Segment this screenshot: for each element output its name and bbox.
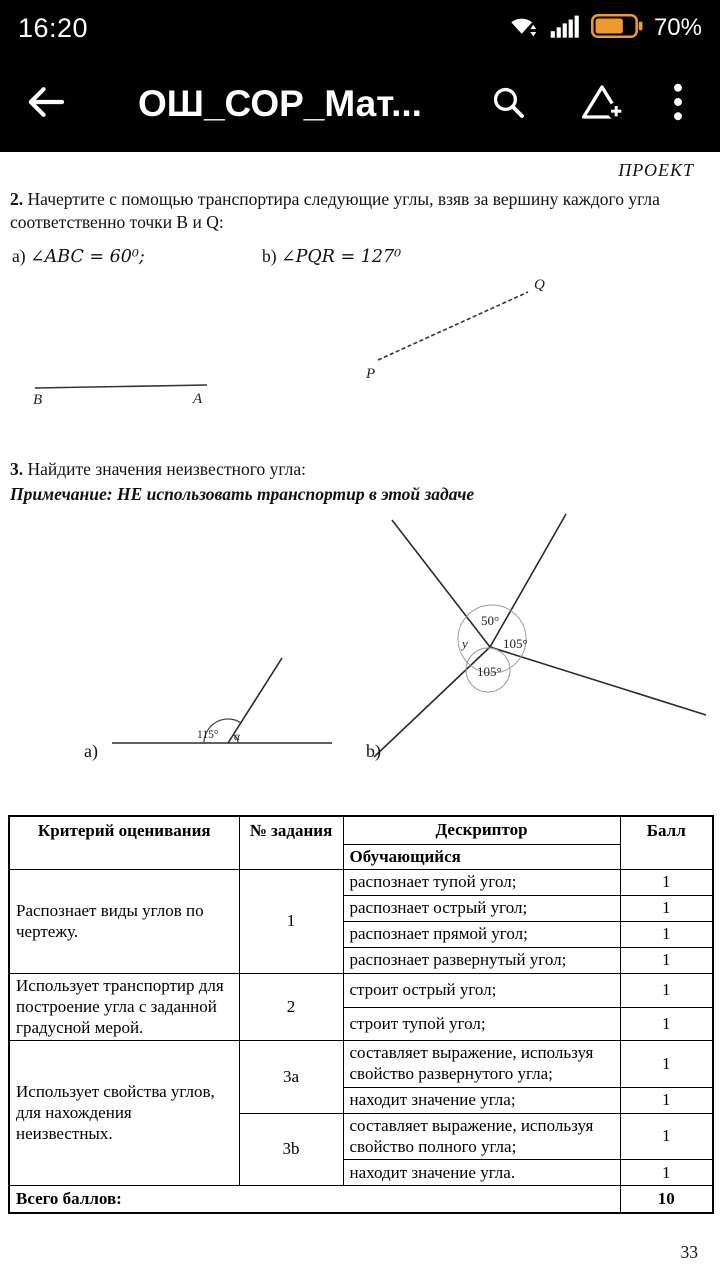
score-cell: 1	[620, 974, 713, 1008]
task3-note: Примечание: НЕ использовать транспортир в этой задаче	[10, 484, 475, 504]
figure-a-angle	[112, 658, 332, 743]
task2-item-a	[12, 246, 145, 267]
task2-figure	[0, 267, 720, 417]
descriptor-cell: распознает развернутый угол;	[343, 948, 620, 974]
search-icon	[490, 84, 526, 125]
point-p-label: P	[366, 366, 376, 382]
task-no-cell: 1	[239, 870, 343, 974]
task2-statement: Начертите с помощью транспортира следующие углы, взяв за вершину каждого угла соответственно точки B и Q:	[10, 189, 660, 233]
criteria-cell: Использует транспортир для построение угла с заданной градусной мерой.	[9, 974, 239, 1041]
task2-item-b	[262, 246, 401, 267]
score-cell: 1	[620, 1007, 713, 1041]
header-score: Балл	[620, 816, 713, 870]
angle-alpha-label: α	[234, 731, 241, 743]
header-criteria: Критерий оценивания	[9, 816, 239, 870]
task-no-cell: 3a	[239, 1041, 343, 1113]
score-cell: 1	[620, 948, 713, 974]
point-q-label: Q	[534, 277, 545, 293]
figure-b-letter: b)	[366, 741, 381, 761]
angle-top-label: 50°	[481, 613, 500, 628]
back-button[interactable]	[26, 56, 90, 152]
ray-pq	[378, 292, 528, 360]
angle-right-label: 105°	[503, 636, 528, 651]
app-bar	[0, 56, 720, 152]
app-bar-actions	[462, 56, 706, 152]
score-cell: 1	[620, 1113, 713, 1159]
figure-a-letter: a)	[84, 741, 98, 761]
battery-percent: 70%	[653, 14, 702, 41]
descriptor-cell: распознает прямой угол;	[343, 922, 620, 948]
battery-icon	[591, 13, 643, 44]
score-cell: 1	[620, 1087, 713, 1113]
score-cell: 1	[620, 1041, 713, 1087]
status-bar	[0, 0, 720, 56]
header-task-no: № задания	[239, 816, 343, 870]
score-cell: 1	[620, 870, 713, 896]
point-a-label: A	[193, 391, 203, 407]
total-score: 10	[620, 1186, 713, 1213]
descriptor-cell: распознает острый угол;	[343, 896, 620, 922]
task3-figure	[0, 507, 720, 807]
segment-ba	[35, 385, 207, 388]
search-button[interactable]	[462, 56, 554, 152]
task-no-cell: 2	[239, 974, 343, 1041]
item-a-label: a)	[12, 246, 26, 266]
task-no-cell: 3b	[239, 1113, 343, 1185]
rubric-table	[8, 815, 714, 1214]
item-b-label: b)	[262, 246, 277, 266]
document-page[interactable]	[0, 152, 720, 1280]
drive-add-icon	[580, 82, 624, 127]
angle-bottom-label: 105°	[477, 664, 502, 679]
descriptor-cell: строит острый угол;	[343, 974, 620, 1008]
task2-text	[10, 188, 712, 234]
task3-text	[10, 458, 712, 481]
criteria-cell: Использует свойства углов, для нахождения неизвестных.	[9, 1041, 239, 1186]
angle-y-label: y	[462, 636, 468, 651]
document-title: ОШ_СОР_Мат...	[138, 83, 422, 124]
task3-statement: Найдите значения неизвестного угла:	[27, 459, 306, 479]
header-student: Обучающийся	[343, 844, 620, 870]
item-b-formula: ∠PQR = 127⁰	[280, 247, 402, 267]
status-icons	[507, 13, 702, 44]
point-b-label: B	[33, 392, 43, 408]
watermark-text: ПРОЕКТ	[618, 160, 694, 180]
descriptor-cell: составляет выражение, используя свойство полного угла;	[343, 1113, 620, 1159]
header-descriptor: Дескриптор	[343, 816, 620, 844]
page-number: 33	[680, 1242, 698, 1262]
descriptor-cell: распознает тупой угол;	[343, 870, 620, 896]
criteria-cell: Распознает виды углов по чертежу.	[9, 870, 239, 974]
total-label: Всего баллов:	[9, 1186, 620, 1213]
score-cell: 1	[620, 1160, 713, 1186]
overflow-menu-button[interactable]	[650, 56, 706, 152]
back-arrow-icon	[26, 86, 66, 123]
descriptor-cell: строит тупой угол;	[343, 1007, 620, 1041]
item-a-formula: ∠ABC = 60⁰;	[29, 247, 145, 267]
descriptor-cell: составляет выражение, используя свойство развернутого угла;	[343, 1041, 620, 1087]
signal-strength-icon	[550, 13, 580, 44]
descriptor-cell: находит значение угла;	[343, 1087, 620, 1113]
add-to-drive-button[interactable]	[554, 56, 650, 152]
task2-number: 2.	[10, 189, 24, 209]
angle-115-label: 115°	[197, 729, 219, 741]
descriptor-cell: находит значение угла.	[343, 1160, 620, 1186]
figure-b-rays	[374, 514, 706, 757]
three-dot-menu-icon	[673, 83, 683, 126]
wifi-icon	[507, 13, 539, 44]
score-cell: 1	[620, 896, 713, 922]
status-time: 16:20	[18, 12, 89, 43]
score-cell: 1	[620, 922, 713, 948]
task3-number: 3.	[10, 459, 24, 479]
